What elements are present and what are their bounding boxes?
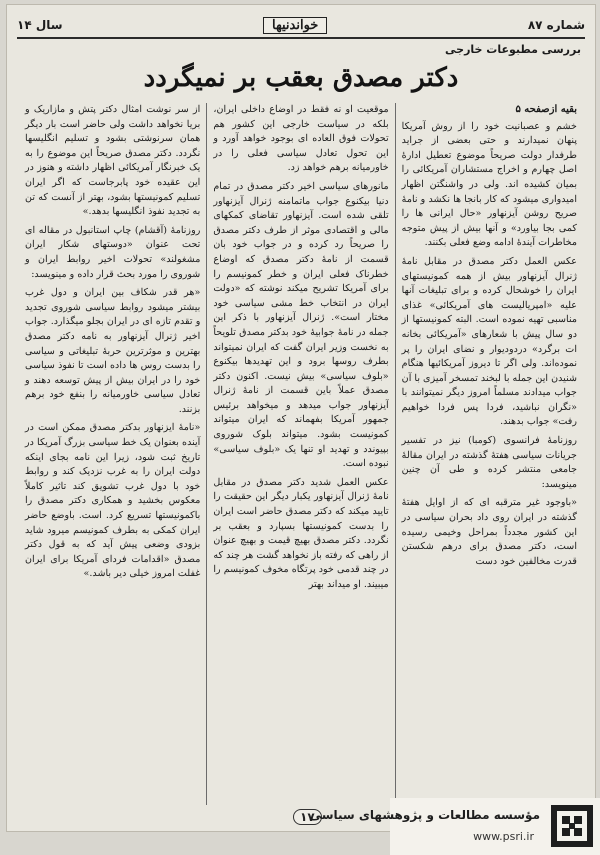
volume-year: سال ۱۴	[17, 18, 63, 32]
page-header	[17, 13, 585, 39]
paragraph: عکس العمل شدید دکتر مصدق در مقابل نامهٔ ژنرال آیزنهاور یکبار دیگر این حقیقت را تایید میکند که دکتر مصدق حاضر است ایران را بدست کمونیستها بسپارد و بعقب بر نگردد. دکتر مصدق بهیچ قیمت و بهیچ عنوان از راهی که رفته باز نخواهد گشت هر چند که در چند قدمی خود پرتگاه مخوف کمونیسم را میبیند. او میداند بهتر	[213, 476, 389, 590]
column-left	[19, 103, 207, 805]
paragraph: مانورهای سیاسی اخیر دکتر مصدق در تمام دنیا بیکنوع جواب ماتمامنه ژنرال آیزنهاور تلقی شده است. آیزنهاور تقاضای کمکهای مالی و اقتصادی موثر از طرف دکتر مصدق را صریحاً رد کرده و در جواب خود بان قسمت از نامهٔ دکتر مصدق که اوضاع خطرناک فعلی ایران و خطر کمونیسم را برای آمریکا تشریح میکند نوشته که «دولت ایران در انتخاب خط مشی سیاسی خود مختار است». ژنرال آیزنهاور با ذکر این جمله در نامهٔ جوابیهٔ خود بدکتر مصدق تلویحاً به نخست وزیر ایران گفت که ایران نمیتواند بطرف روسها برود و این تهدیدها بیکنوع «بلوف سیاسی» بیش نیست. اکنون دکتر مصدق عملاً باین قسمت از نامهٔ ژنرال آیزنهاور جواب میدهد و میخواهد برئیس جمهور آمریکا بفهماند که ایران میتواند کمونیست بشود. میتواند بلوک شوروی بپیوندد و تهدید او تنها یک «بلوف سیاسی» نبوده است.	[213, 180, 389, 470]
paragraph: «هر قدر شکاف بین ایران و دول غرب بیشتر میشود روابط سیاسی شوروی تجدید و تقدم تازه ای در ایران بجلو میگذارد. جواب اخیر ژنرال آیزنهاور به نامه دکتر مصدق بهترین و موثرترین حربهٔ تبلیغاتی و سیاسی را بدست روس ها داده است تا نفوذ سیاسی خود را در ایران بیش از پیش توسعه دهند و تعادل سیاسی خاورمیانه را بنفع خود برهم بزنند.	[25, 287, 201, 415]
paragraph: خشم و عصبانیت خود را از روش آمریکا پنهان نمیدارند و حتی بعضی از جراید طرفدار دولت صریحاً موضوع تعطیل ادارهٔ اصل چهارم و اخراج مستشاران آمریکائی را بمیان کشیده اند. ولی در واشنگتن اظهار امیدواری میشود که کار بانجا ها نکشد و نامهٔ صریح روشن آیزنهاور «حال ایرانی ها را کمی بجا بیاورد» و آنها بیش از پیش متوجه مخاطرات آیندهٔ ادامه وضع فعلی بکنند.	[401, 120, 577, 249]
institute-name: مؤسسه مطالعات و پژوهشهای سیاسی	[309, 808, 540, 822]
page-number: ۱۷	[293, 809, 322, 825]
institute-watermark	[309, 798, 600, 855]
magazine-title: خواندنیها	[263, 17, 327, 34]
paragraph: روزنامهٔ (آقشام) چاپ استانبول در مقاله ای تحت عنوان «دوستهای شکار ایران مشغولند» تحولات اخیر روابط ایران و شوروی را مورد بحث قرار داده و مینویسد:	[25, 224, 201, 280]
continued-note: بقیه ازصفحه ۵	[515, 104, 577, 115]
article-title: دکتر مصدق بعقب بر نمیگردد	[143, 63, 459, 93]
paragraph: موقعیت او نه فقط در اوضاع داخلی ایران، بلکه در سیاست خارجی این کشور هم تحولات فوق العاده ای بوجود خواهد آورد و این تحول تعادل سیاسی فعلی را در خاورمیانه برهم خواهد زد.	[213, 104, 389, 174]
article-columns	[19, 103, 583, 805]
paragraph: «باوجود غیر مترقبه ای که از اوایل هفتهٔ گذشته در ایران روی داد بحران سیاسی در این کشور مجدداً بمراحل وخیمی رسیده است، دکتر مصدق برای درهم شکستن قدرت مخالفین خود دست	[401, 497, 577, 567]
paragraph: عکس العمل دکتر مصدق در مقابل نامهٔ ژنرال آیزنهاور بیش از همه کمونیستهای ایران را خوشحال کرده و برای تبلیغات آنها علیه «امپریالیست های آمریکائی» غذای مناسبی تهیه نموده است. البته کمونیستها از دو سال پیش با شعارهای «آمریکائی بخانه ات برگرد» دردودیوار و نضای ایران را پر نموده‌اند. ولی اگر تا دیروز آمریکائیها هنگام شنیدن این جمله با لبخند تمسخر آمیزی با آن جواب میدادند مسلماً امروز دیگر نمیتوانند با «نگران نباشید، فردا پس فردا خواهیم رفت» جواب بدهند.	[401, 255, 577, 428]
column-middle	[207, 103, 395, 805]
institute-logo-icon	[550, 804, 594, 848]
institute-url: www.psri.ir	[473, 830, 534, 843]
paragraph: از سر نوشت امثال دکتر پتش و مازاریک و بریا نخواهد داشت ولی حاضر است بار دیگر همان سرنوشتی بشود و تسلیم انگلیسها نگردد. دکتر مصدق صریحاً این موضوع را به یک خبرنگار آمریکائی اظهار داشته و هنوز در این عقیده خود پابرجاست که اگر ایران تسلیم کمونیستها بشود، بهتر از آنست که تن به تجدید نفوذ انگلیسها بدهد.»	[25, 104, 201, 218]
issue-number: شماره ۸۷	[527, 18, 585, 32]
section-label: بررسی مطبوعات خارجی	[445, 43, 581, 56]
paragraph: «نامهٔ ایزنهاور بدکتر مصدق ممکن است در آینده بعنوان یک خط سیاسی بزرگ آمریکا در تاریخ ثبت شود، زیرا این نامه بجای اینکه دولت ایران را به غرب نزدیک کند و روابط خود با دول غرب تشویق کند تاثیر کاملاً معکوس بخشید و همکاری دکتر مصدق را باکمونیستها تسریع کرد. است. باوضع حاضر ایران کمکی به بطرف کمونیسم میرود شاید بزودی وضعی پیش آید که به قول دکتر مصدق «اقدامات فردای آمریکا برای ایران غفلت امروز خیلی دیر باشد.»	[25, 422, 201, 580]
magazine-page	[6, 4, 596, 832]
paragraph: روزنامهٔ فرانسوی (کومبا) نیز در تفسیر جریانات سیاسی هفتهٔ گذشته در ایران مقالهٔ جامعی منتشر کرده و طی آن چنین مینویسد:	[401, 435, 577, 490]
column-right	[396, 103, 583, 805]
